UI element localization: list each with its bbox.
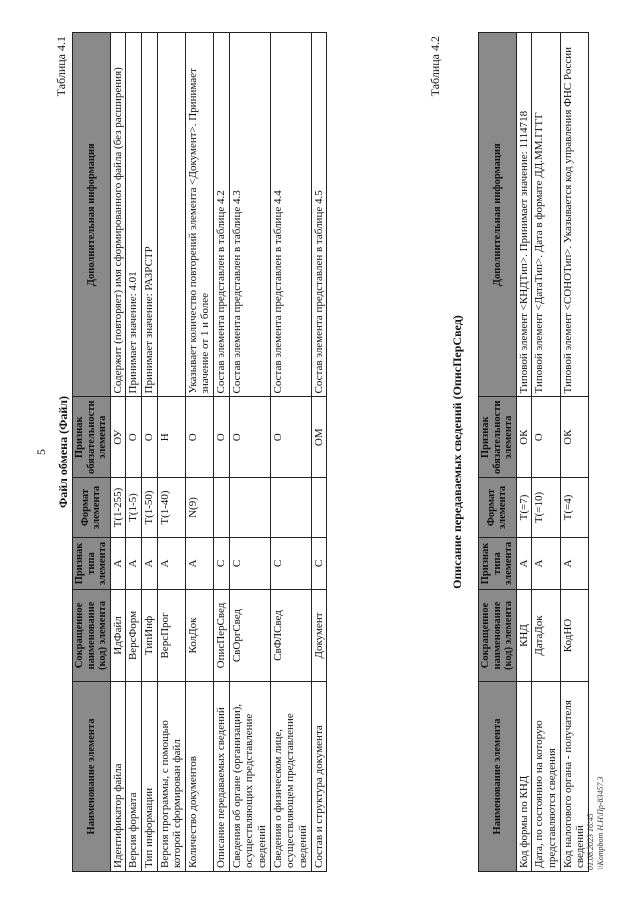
table1-header-cell: Сокращенное наименование (код) элемента [73, 590, 111, 682]
table-cell: СвОргСвед [229, 590, 270, 682]
table-cell: Состав элемента представлен в таблице 4.3 [229, 33, 270, 397]
table-cell: С [229, 538, 270, 590]
table-cell: О [185, 397, 213, 478]
table-cell: ДатаДок [532, 590, 560, 682]
print-stamp-line2: \\Kompbom H.H\Пр-83457.3 [596, 776, 605, 870]
table-cell: T(1-255) [110, 478, 126, 538]
table-cell: Указывает количество повторений элемента <Документ>. Принимает значение от 1 и более [185, 33, 213, 397]
table1-header-cell: Признак типа элемента [73, 538, 111, 590]
table-cell: А [516, 538, 532, 590]
table-cell: Принимает значение: РАЗРСТР [141, 33, 157, 397]
table-cell: СвФЛСвед [270, 590, 311, 682]
table-cell: А [560, 538, 588, 590]
table2-header-cell: Дополнительная информация [479, 33, 517, 397]
table2-header-cell: Сокращенное наименование (код) элемента [479, 590, 517, 682]
table1-header-cell: Наименование элемента [73, 682, 111, 872]
table-cell: Код формы по КНД [516, 682, 532, 872]
table1-title: Файл обмена (Файл) [56, 395, 70, 509]
table2-header-cell: Признак обязательности элемента [479, 397, 517, 478]
table-cell: Идентификатор файла [110, 682, 126, 872]
table-cell: КолДок [185, 590, 213, 682]
table-cell: С [214, 538, 230, 590]
table-cell: С [311, 538, 327, 590]
table-cell [311, 478, 327, 538]
table-cell: Состав и структура документа [311, 682, 327, 872]
table2-header-cell: Наименование элемента [479, 682, 517, 872]
table1-header-cell: Дополнительная информация [73, 33, 111, 397]
table-cell [157, 33, 185, 397]
table-cell: T(1-5) [126, 478, 142, 538]
table-cell: О [229, 397, 270, 478]
table-cell: T(=4) [560, 478, 588, 538]
table-cell: ТипИнф [141, 590, 157, 682]
table-cell: Типовой элемент <СОНОТип>. Указывается код управления ФНС России [560, 33, 588, 397]
table-cell: О [214, 397, 230, 478]
table-cell: T(1-40) [157, 478, 185, 538]
table-cell: T(=7) [516, 478, 532, 538]
table-row [532, 33, 560, 872]
table-cell: ОМ [311, 397, 327, 478]
table-row [126, 33, 142, 872]
page-number: 5 [34, 449, 48, 455]
table-cell: T(=10) [532, 478, 560, 538]
table-cell: Типовой элемент <ДатаТип>. Дата в формате ДД.ММ.ГГГГ [532, 33, 560, 397]
table-row [270, 33, 311, 872]
table-cell: ВерсПрог [157, 590, 185, 682]
table-cell: О [532, 397, 560, 478]
table2-header-cell: Признак типа элемента [479, 538, 517, 590]
table-cell: Сведения об органе (организации), осуществляющих представление сведений [229, 682, 270, 872]
table-cell: КНД [516, 590, 532, 682]
table-transmitted-info [478, 32, 589, 872]
table-cell: А [157, 538, 185, 590]
table-cell: Принимает значение: 4.01 [126, 33, 142, 397]
table-row [110, 33, 126, 872]
table-cell: ИдФайл [110, 590, 126, 682]
table-cell: О [270, 397, 311, 478]
table2-header-row [479, 33, 517, 872]
table-row [214, 33, 230, 872]
table1-header-row [73, 33, 111, 872]
table-cell: Количество документов [185, 682, 213, 872]
table-cell: О [126, 397, 142, 478]
table-cell: Тип информации [141, 682, 157, 872]
table-file-exchange [72, 32, 327, 872]
table1-header-cell: Признак обязательности элемента [73, 397, 111, 478]
table-cell: ВерсФорм [126, 590, 142, 682]
table-cell: О [141, 397, 157, 478]
table-cell: КодНО [560, 590, 588, 682]
table-cell: Состав элемента представлен в таблице 4.2 [214, 33, 230, 397]
table-cell: ОУ [110, 397, 126, 478]
table-cell: Версия программы, с помощью которой сформирован файл [157, 682, 185, 872]
table2-title: Описание передаваемых сведений (ОписПерСвед) [450, 315, 464, 589]
table-cell: Версия формата [126, 682, 142, 872]
table-cell: Содержит (повторяет) имя сформированного файла (без расширения) [110, 33, 126, 397]
table-cell: N(9) [185, 478, 213, 538]
table-cell: А [185, 538, 213, 590]
table-cell: Типовой элемент <КНДТип>. Принимает значение: 1114718 [516, 33, 532, 397]
table-cell: ОписПерСвед [214, 590, 230, 682]
table-cell: Сведения о физическом лице, осуществляющем представление сведений [270, 682, 311, 872]
table-cell: Н [157, 397, 185, 478]
table-cell [214, 478, 230, 538]
table-cell: Состав элемента представлен в таблице 4.5 [311, 33, 327, 397]
table-row [560, 33, 588, 872]
table-cell: А [126, 538, 142, 590]
table-cell: А [141, 538, 157, 590]
table-cell [229, 478, 270, 538]
table-cell: ОК [560, 397, 588, 478]
table-row [157, 33, 185, 872]
table-row [185, 33, 213, 872]
table-row [516, 33, 532, 872]
table-cell: Состав элемента представлен в таблице 4.4 [270, 33, 311, 397]
table-cell [270, 478, 311, 538]
table2-label: Таблица 4.2 [428, 36, 442, 97]
table2-header-cell: Формат элемента [479, 478, 517, 538]
table1-header-cell: Формат элемента [73, 478, 111, 538]
table-row [311, 33, 327, 872]
table-cell: С [270, 538, 311, 590]
table-cell: Дата, по состоянию на которую представляются сведения [532, 682, 560, 872]
table-cell: Документ [311, 590, 327, 682]
table-cell: T(1-50) [141, 478, 157, 538]
table1-label: Таблица 4.1 [54, 36, 68, 97]
table-cell: ОК [516, 397, 532, 478]
table-cell: Описание передаваемых сведений [214, 682, 230, 872]
table-row [229, 33, 270, 872]
table-cell: А [532, 538, 560, 590]
table-cell: А [110, 538, 126, 590]
table-cell: Код налогового органа - получателя сведений [560, 682, 588, 872]
print-stamp-line1: 01.08.2023 16:45 [586, 813, 595, 870]
table-row [141, 33, 157, 872]
rotated-content [20, 12, 620, 892]
